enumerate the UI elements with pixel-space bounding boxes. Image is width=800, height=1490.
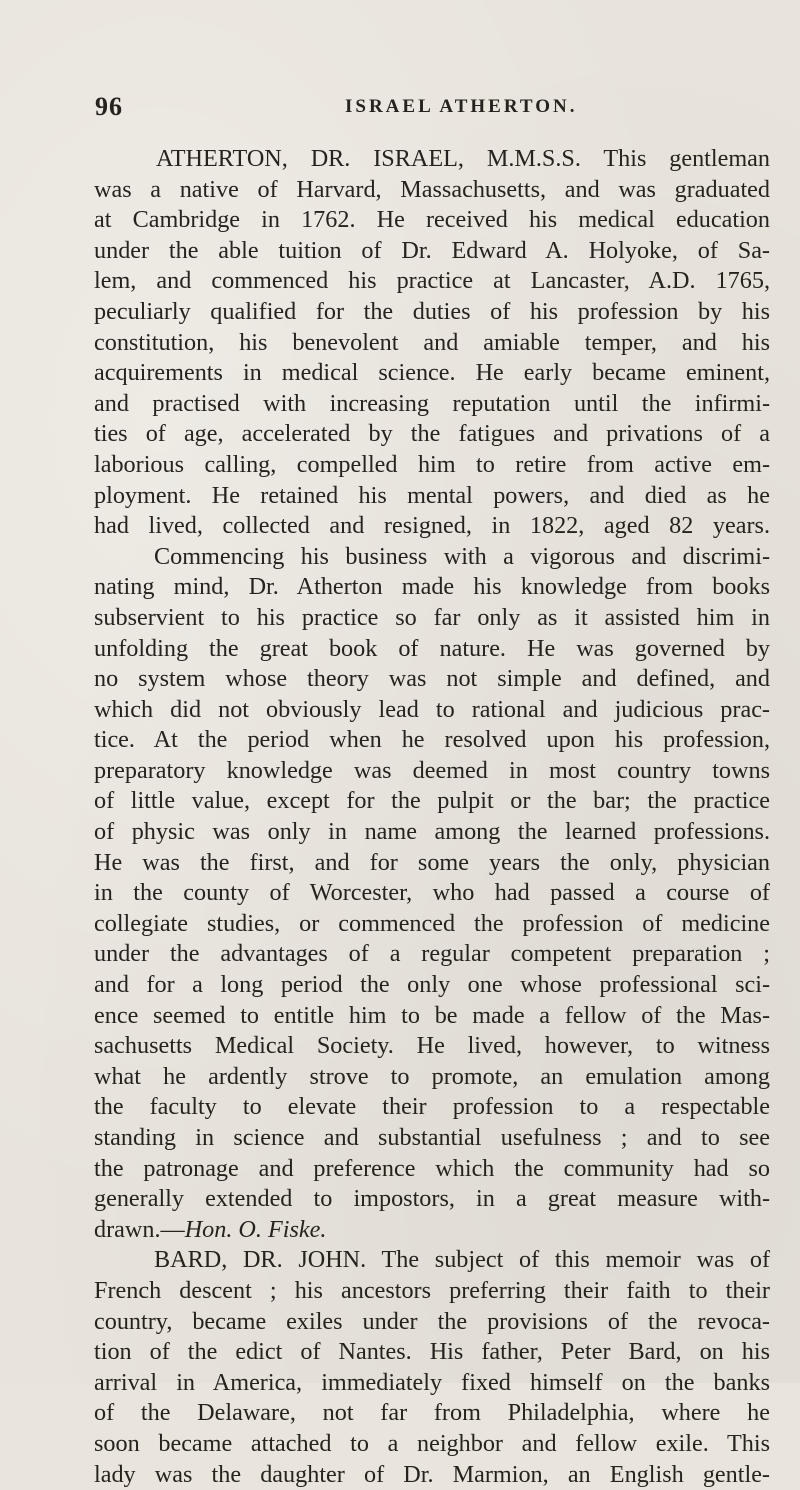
text-line: constitution, his benevolent and amiable temper, and his — [94, 328, 770, 356]
text-line: had lived, collected and resigned, in 1822, aged 82 years. — [94, 512, 770, 540]
text-line: and for a long period the only one whose professional sci- — [94, 971, 770, 999]
text-line: drawn.— — [94, 1215, 185, 1243]
text-line: arrival in America, immediately fixed himself on the banks — [94, 1368, 770, 1396]
text-line: the patronage and preference which the community had so — [94, 1154, 770, 1182]
text-line: of physic was only in name among the learned professions. — [94, 818, 770, 846]
body-text — [94, 144, 770, 1490]
text-line: subservient to his practice so far only as it assisted him in — [94, 603, 770, 631]
running-head — [95, 92, 735, 122]
text-line: of little value, except for the pulpit or the bar; the practice — [94, 787, 770, 815]
text-line: tice. At the period when he resolved upon his profession, — [94, 726, 770, 754]
text-line: Commencing his business with a vigorous and discrimi- — [154, 542, 770, 570]
text-line: nating mind, Dr. Atherton made his knowledge from books — [94, 573, 770, 601]
text-line: tion of the edict of Nantes. His father, Peter Bard, on his — [94, 1338, 770, 1366]
text-line: no system whose theory was not simple and defined, and — [94, 665, 770, 693]
text-line: French descent ; his ancestors preferring their faith to their — [94, 1276, 770, 1304]
text-line: acquirements in medical science. He early became eminent, — [94, 359, 770, 387]
text-line: unfolding the great book of nature. He was governed by — [94, 634, 770, 662]
text-line: collegiate studies, or commenced the profession of medicine — [94, 909, 770, 937]
text-line: and practised with increasing reputation until the infirmi- — [94, 389, 770, 417]
running-title: ISRAEL ATHERTON. — [345, 96, 578, 117]
text-line: He was the first, and for some years the only, physician — [94, 848, 770, 876]
page-number: 96 — [95, 92, 123, 121]
text-line: BARD, DR. JOHN. The subject of this memoir was of — [154, 1246, 770, 1274]
text-line: ployment. He retained his mental powers, and died as he — [94, 481, 770, 509]
text-line: country, became exiles under the provisions of the revoca- — [94, 1307, 770, 1335]
text-line: lem, and commenced his practice at Lancaster, A.D. 1765, — [94, 267, 770, 295]
text-line: what he ardently strove to promote, an emulation among — [94, 1062, 770, 1090]
text-line: peculiarly qualified for the duties of his profession by his — [94, 297, 770, 325]
text-line: under the able tuition of Dr. Edward A. Holyoke, of Sa- — [94, 236, 770, 264]
text-line: sachusetts Medical Society. He lived, however, to witness — [94, 1032, 770, 1060]
attribution: Hon. O. Fiske. — [184, 1215, 327, 1243]
text-line: soon became attached to a neighbor and fellow exile. This — [94, 1429, 770, 1457]
text-line: in the county of Worcester, who had passed a course of — [94, 879, 770, 907]
text-line: under the advantages of a regular competent preparation ; — [94, 940, 770, 968]
text-line: ATHERTON, DR. ISRAEL, M.M.S.S. This gentleman — [156, 145, 770, 172]
text-line: at Cambridge in 1762. He received his medical education — [94, 206, 770, 234]
text-line-with-attribution — [94, 1215, 770, 1246]
text-line: which did not obviously lead to rational and judicious prac- — [94, 695, 770, 723]
text-line: of the Delaware, not far from Philadelphia, where he — [94, 1399, 770, 1427]
text-line: lady was the daughter of Dr. Marmion, an English gentle- — [94, 1460, 770, 1488]
text-line: ties of age, accelerated by the fatigues and privations of a — [94, 420, 770, 448]
text-line: standing in science and substantial usefulness ; and to see — [94, 1124, 770, 1151]
text-line: was a native of Harvard, Massachusetts, and was graduated — [94, 175, 770, 203]
text-line: laborious calling, compelled him to retire from active em- — [94, 450, 770, 478]
text-line: ence seemed to entitle him to be made a fellow of the Mas- — [94, 1001, 770, 1029]
text-line: preparatory knowledge was deemed in most country towns — [94, 756, 770, 784]
text-line: generally extended to impostors, in a great measure with- — [94, 1185, 770, 1213]
text-line: the faculty to elevate their profession to a respectable — [94, 1093, 770, 1121]
